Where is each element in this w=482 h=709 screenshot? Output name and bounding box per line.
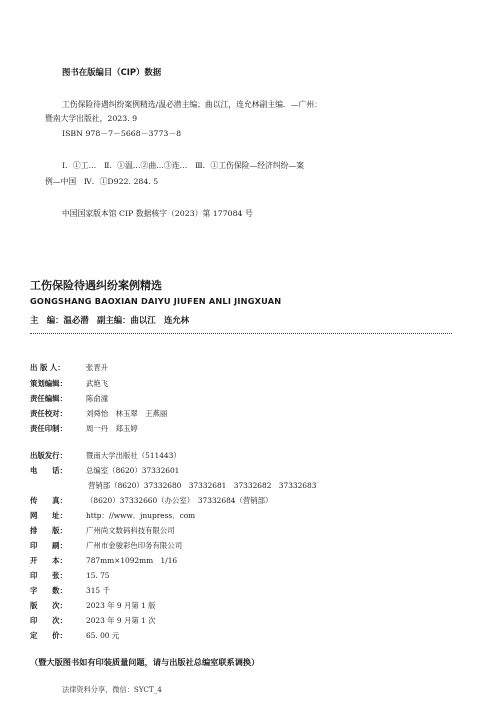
typesetting-row bbox=[30, 525, 175, 536]
book-title: 工伤保险待遇纠纷案例精选 bbox=[30, 279, 162, 292]
cip-subjects-line-2: 例—中国 Ⅳ．①D922. 284. 5 bbox=[45, 177, 159, 186]
staff-value: 张晋升 bbox=[86, 363, 109, 372]
staff-value: 刘舜怡 林玉翠 王燕丽 bbox=[86, 409, 168, 418]
cip-isbn: ISBN 978－7－5668－3773－8 bbox=[62, 129, 182, 138]
typesetting-label: 排 版： bbox=[30, 526, 67, 535]
website-value: http：//www．jnupress．com bbox=[86, 511, 196, 520]
staff-responsible-editor bbox=[30, 393, 108, 404]
impression-value: 2023 年 9 月第 1 次 bbox=[86, 616, 156, 625]
staff-label: 责任校对： bbox=[30, 409, 67, 418]
sheets-label: 印 张： bbox=[30, 571, 67, 580]
phone-line-1: 总编室（8620）37332601 bbox=[86, 466, 180, 475]
phone-row bbox=[30, 465, 179, 476]
edition-value: 2023 年 9 月第 1 版 bbox=[86, 601, 156, 610]
typesetting-value: 广州尚文数码科技有限公司 bbox=[86, 526, 175, 535]
price-value: 65. 00 元 bbox=[86, 631, 120, 640]
cip-record-line-1: 工伤保险待遇纠纷案例精选/温必潜主编；曲以江，连允林副主编．—广州： bbox=[62, 100, 322, 109]
sheets-value: 15. 75 bbox=[86, 571, 110, 580]
staff-planning-editor bbox=[30, 378, 108, 389]
format-label: 开 本： bbox=[30, 556, 67, 565]
cip-subjects-line-1: Ⅰ．①工… Ⅱ．①温…②曲…③连… Ⅲ．①工伤保险—经济纠纷—案 bbox=[62, 161, 305, 170]
cip-heading: 图书在版编目（CIP）数据 bbox=[62, 67, 162, 77]
footer-note: 法律资料分享，微信：SYCT_4 bbox=[62, 685, 162, 694]
word-count-value: 315 千 bbox=[86, 586, 110, 595]
printer-label: 印 刷： bbox=[30, 541, 67, 550]
staff-label: 责任编辑： bbox=[30, 394, 67, 403]
phone-line-2: 营销部（8620）37332680 37332681 37332682 37332683 bbox=[88, 481, 317, 490]
printer-row bbox=[30, 540, 182, 551]
website-row bbox=[30, 510, 195, 521]
cip-record-line-2: 暨南大学出版社，2023. 9 bbox=[45, 114, 138, 123]
staff-publisher bbox=[30, 362, 108, 373]
staff-proofreaders bbox=[30, 408, 167, 419]
word-count-label: 字 数： bbox=[30, 586, 67, 595]
publisher-row bbox=[30, 450, 181, 461]
impression-row bbox=[30, 615, 156, 626]
format-value: 787mm×1092mm 1/16 bbox=[86, 556, 178, 565]
quality-notice: （暨大版图书如有印装质量问题，请与出版社总编室联系调换） bbox=[30, 657, 260, 667]
publisher-label: 出版发行： bbox=[30, 451, 67, 460]
phone-label: 电 话： bbox=[30, 466, 67, 475]
staff-label: 策划编辑： bbox=[30, 379, 67, 388]
fax-value: （8620）37332660（办公室） 37332684（营销部） bbox=[86, 496, 273, 505]
cip-verification-number: 中国国家版本馆 CIP 数据核字（2023）第 177084 号 bbox=[62, 209, 253, 218]
edition-row bbox=[30, 600, 156, 611]
word-count-row bbox=[30, 585, 110, 596]
staff-value: 周一丹 郑玉婷 bbox=[86, 424, 138, 433]
book-title-pinyin: GONGSHANG BAOXIAN DAIYU JIUFEN ANLI JINGXUAN bbox=[30, 296, 282, 306]
price-label: 定 价： bbox=[30, 631, 67, 640]
fax-label: 传 真： bbox=[30, 496, 67, 505]
editors-line: 主 编：温必潜 副主编：曲以江 连允林 bbox=[30, 315, 190, 325]
staff-label: 出 版 人： bbox=[30, 363, 65, 372]
dotted-divider bbox=[30, 333, 452, 334]
edition-label: 版 次： bbox=[30, 601, 67, 610]
fax-row bbox=[30, 495, 272, 506]
publisher-value: 暨南大学出版社（511443） bbox=[86, 451, 181, 460]
staff-printing-supervisors bbox=[30, 423, 138, 434]
impression-label: 印 次： bbox=[30, 616, 67, 625]
staff-value: 陈俞潼 bbox=[86, 394, 109, 403]
sheets-row bbox=[30, 570, 110, 581]
printer-value: 广州市金骏彩色印务有限公司 bbox=[86, 541, 183, 550]
format-row bbox=[30, 555, 177, 566]
staff-value: 武艳飞 bbox=[86, 379, 109, 388]
website-label: 网 址： bbox=[30, 511, 67, 520]
staff-label: 责任印制： bbox=[30, 424, 67, 433]
price-row bbox=[30, 630, 119, 641]
